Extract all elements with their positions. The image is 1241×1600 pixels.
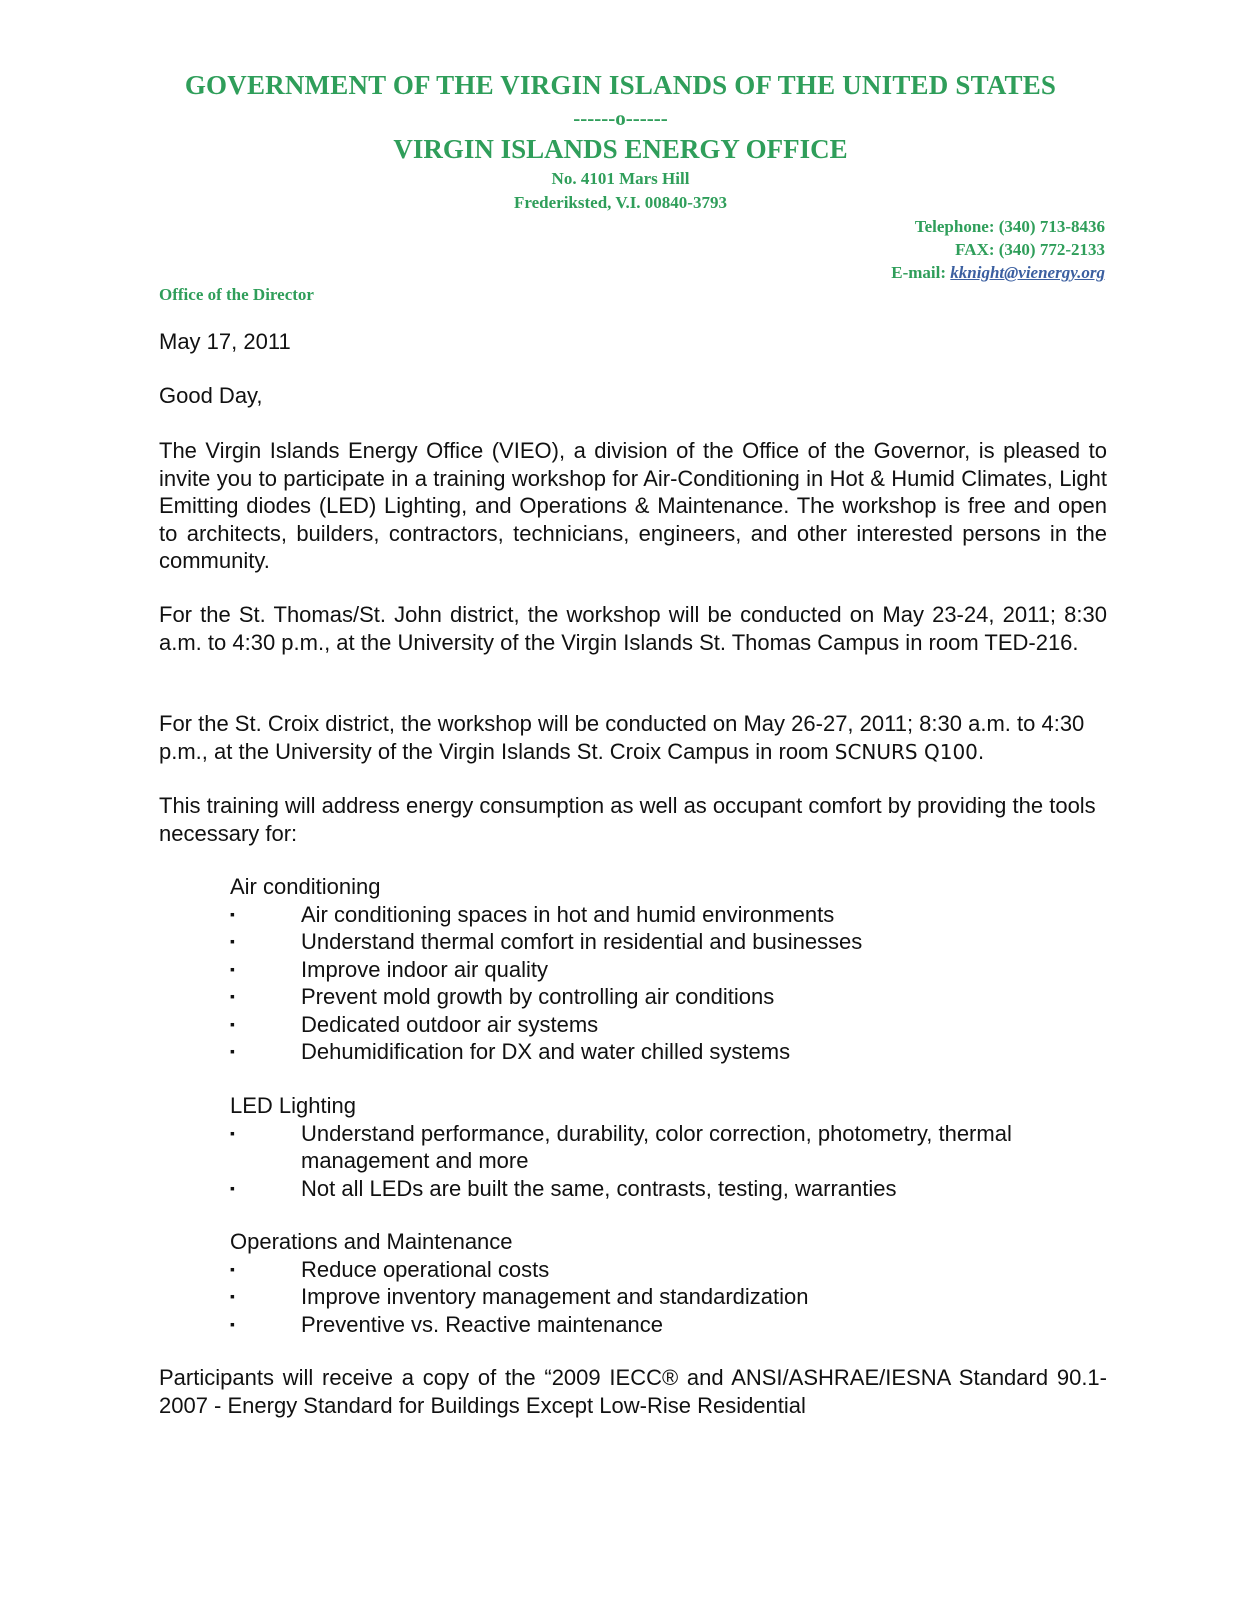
list-item-text: Dedicated outdoor air systems [301,1011,599,1037]
list-item-text: Dehumidification for DX and water chilled systems [301,1039,791,1064]
section-title: Air conditioning [230,874,381,899]
list-item [230,928,1110,956]
paragraph-st-thomas: For the St. Thomas/St. John district, the workshop will be conducted on May 23-24, 2011; 8:30 a.m. to 4:30 p.m., at the University of the Virgin Islands St. Thomas Campus in room TED-216. [159,602,1107,655]
contact-block [891,215,1105,284]
government-title: GOVERNMENT OF THE VIRGIN ISLANDS OF THE UNITED STATES [184,70,1057,100]
section-title: LED Lighting [230,1093,356,1118]
bullet-icon: ▪ [230,1124,235,1141]
list-item [230,1256,1110,1284]
paragraph-invitation: The Virgin Islands Energy Office (VIEO), a division of the Office of the Governor, is pleased to invite you to participate in a training workshop for Air-Conditioning in Hot & Humid Climates, Light Emitting diodes (LED) Lighting, and Operations & Maintenance. The workshop is free and open to architects, builders, contractors, technicians, engineers, and other interested persons in the community. [159,438,1107,573]
letter-date: May 17, 2011 [159,329,291,354]
section-title: Operations and Maintenance [230,1229,513,1254]
list-item [230,983,1110,1011]
list-item-text: Improve indoor air quality [301,956,549,982]
paragraph-training-intro: This training will address energy consumption as well as occupant comfort by providing the tools necessary for: [159,793,1096,846]
list-item-text: Not all LEDs are built the same, contrasts, testing, warranties [301,1175,897,1201]
bullet-icon: ▪ [230,988,235,1004]
paragraph-st-croix [159,710,1107,766]
list-item-text: Preventive vs. Reactive maintenance [301,1311,663,1337]
bullet-icon: ▪ [230,1179,235,1196]
list-item [230,956,1110,984]
fax-line [891,238,1105,261]
list-item [230,901,1110,929]
letterhead-separator: ------o------ [573,106,668,130]
email-label: E-mail: [891,263,947,282]
list-item-text: Understand performance, durability, color correction, photometry, thermal management and more [301,1120,1012,1173]
bullet-icon: ▪ [230,905,235,922]
bullet-icon: ▪ [230,933,235,949]
list-item-text: Improve inventory management and standardization [301,1284,809,1309]
list-item [230,1120,1110,1175]
list-item [230,1311,1110,1339]
address-line-2: Frederiksted, V.I. 00840-3793 [514,193,727,212]
telephone-number: (340) 713-8436 [998,217,1105,236]
st-croix-room: SCNURS Q100. [834,739,985,764]
list-item [230,1283,1110,1311]
list-item-text: Air conditioning spaces in hot and humid environments [301,901,835,927]
bullet-icon: ▪ [230,1260,235,1277]
bullet-icon: ▪ [230,960,235,977]
bullet-icon: ▪ [230,1315,235,1332]
list-item [230,1175,1110,1203]
list-item-text: Prevent mold growth by controlling air conditions [301,984,775,1009]
address-line-1: No. 4101 Mars Hill [551,169,690,188]
office-of-director: Office of the Director [159,285,314,304]
greeting: Good Day, [159,383,263,408]
email-line [891,261,1105,284]
fax-label: FAX: [955,240,995,259]
list-item-text: Understand thermal comfort in residential and businesses [301,929,863,954]
section-air-conditioning [230,873,1110,1066]
telephone-label: Telephone: [914,217,995,236]
list-item [230,1038,1110,1066]
email-link[interactable]: kknight@vienergy.org [950,263,1105,282]
list-item [230,1011,1110,1039]
fax-number: (340) 772-2133 [998,240,1105,259]
bullet-list [230,901,1110,1066]
bullet-list [230,1120,1110,1203]
bullet-icon: ▪ [230,1015,235,1032]
bullet-icon: ▪ [230,1288,235,1304]
office-name: VIRGIN ISLANDS ENERGY OFFICE [393,134,848,164]
bullet-list [230,1256,1110,1339]
bullet-icon: ▪ [230,1043,235,1059]
paragraph-participants: Participants will receive a copy of the “2009 IECC® and ANSI/ASHRAE/IESNA Standard 90.1-2007 - Energy Standard for Buildings Except Low-Rise Residential [159,1365,1107,1418]
list-item-text: Reduce operational costs [301,1256,550,1282]
st-croix-text: For the St. Croix district, the workshop will be conducted on May 26-27, 2011; 8:30 a.m. to 4:30 p.m., at the University of the Virgin Islands St. Croix Campus in room [159,711,1085,764]
section-operations-maintenance [230,1228,1110,1338]
section-led-lighting [230,1092,1110,1202]
telephone-line [891,215,1105,238]
